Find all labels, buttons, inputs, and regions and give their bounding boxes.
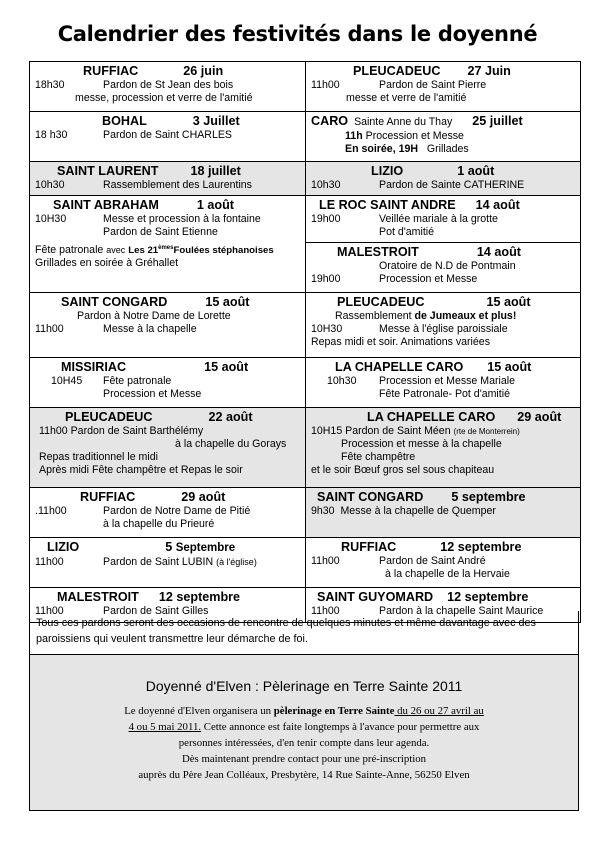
event-desc: Rassemblement <box>335 310 412 322</box>
event-date: 3 Juillet <box>192 114 240 128</box>
pilgrimage-text: personnes intéressées, d'en tenir compte dans leur agenda. <box>178 737 430 749</box>
event-desc: Pardon de St Jean des bois <box>103 79 234 91</box>
sub-event <box>306 242 580 286</box>
pilgrimage-text-part: Cette annonce est faite longtemps à l'avance pour permettre aux <box>201 721 480 733</box>
event-date: 5 <box>165 540 173 554</box>
event-date: 12 septembre <box>158 590 241 604</box>
event-cell <box>30 293 305 357</box>
event-date: 15 août <box>205 295 250 309</box>
event-place-note: Sainte Anne du Thay <box>354 116 453 128</box>
pilgrimage-box <box>29 655 579 811</box>
event-date: 5 septembre <box>451 490 526 504</box>
event-desc: Pardon de Notre Dame de Pitié <box>103 505 251 517</box>
event-date: 29 août <box>517 410 562 424</box>
event-place: SAINT CONGARD <box>317 490 424 504</box>
event-place: RUFFIAC <box>80 490 136 504</box>
event-desc: Pardon à Notre Dame de Lorette <box>77 310 231 322</box>
pilgrimage-text <box>30 719 578 735</box>
event-cell <box>30 358 305 407</box>
event-desc: messe et verre de l'amitié <box>346 92 467 104</box>
event-place: LA CHAPELLE CARO <box>335 360 464 374</box>
event-extra: Les 21 <box>128 245 159 256</box>
event-place: LE ROC SAINT ANDRE <box>319 198 456 212</box>
event-time: 10H30 <box>35 213 67 225</box>
event-cell <box>305 488 580 537</box>
event-date: 15 août <box>486 295 531 309</box>
event-cell <box>305 293 580 357</box>
festivities-table <box>29 61 581 623</box>
event-time: 10h30 <box>35 179 65 191</box>
event-desc: Oratoire de N.D de Pontmain <box>379 260 516 272</box>
event-time: 11h00 <box>35 323 64 335</box>
event-desc: Pardon de Saint LUBIN <box>103 556 214 568</box>
event-desc: Pardon de Sainte CATHERINE <box>379 179 525 191</box>
event-desc-note: (à l'église) <box>216 557 257 567</box>
event-time: 11h00 <box>35 556 64 568</box>
event-date: Septembre <box>175 542 236 554</box>
event-desc: Pardon de Saint Etienne <box>103 226 218 238</box>
event-time: 19h00 <box>311 213 341 225</box>
event-place: PLEUCADEUC <box>337 295 425 309</box>
pilgrimage-contact: auprès du Père Jean Colléaux, Presbytère, 14 Rue Sainte-Anne, 56250 Elven <box>138 769 470 781</box>
table-row <box>30 487 580 537</box>
event-desc: Pardon à la chapelle Saint Maurice <box>379 605 544 617</box>
event-desc: Pardon de Saint Gilles <box>103 605 209 617</box>
event-cell <box>30 538 305 587</box>
event-date: 15 août <box>487 360 532 374</box>
event-cell <box>30 162 305 195</box>
event-desc: 10H15 Pardon de Saint Méen <box>311 425 451 437</box>
event-extra: èmes <box>158 245 174 251</box>
table-row <box>30 292 580 357</box>
event-desc: Procession et Messe <box>365 130 464 142</box>
event-time: 11h00 <box>311 605 340 617</box>
event-place: PLEUCADEUC <box>65 410 153 424</box>
event-place: LA CHAPELLE CARO <box>367 410 496 424</box>
event-time: 10H30 <box>311 323 343 335</box>
event-cell <box>305 358 580 407</box>
event-desc: à la chapelle du Prieuré <box>103 518 215 530</box>
event-place: SAINT ABRAHAM <box>53 198 159 212</box>
event-desc: Pardon de Saint CHARLES <box>103 129 232 141</box>
event-place: MALESTROIT <box>337 245 419 259</box>
event-desc: à la chapelle de la Hervaie <box>385 568 510 580</box>
event-desc: et le soir Bœuf gros sel sous chapiteau <box>311 464 495 476</box>
event-desc: Procession et Messe <box>103 388 202 400</box>
event-desc: Fête champêtre <box>341 451 416 463</box>
event-time: 11h <box>345 130 363 142</box>
event-cell <box>305 408 580 487</box>
event-cell <box>30 196 305 292</box>
event-desc: Grillades <box>426 143 469 155</box>
event-time: .11h00 <box>35 505 67 517</box>
event-place: RUFFIAC <box>341 540 397 554</box>
pilgrimage-text <box>30 703 578 719</box>
event-date: 27 Juin <box>467 64 511 78</box>
event-date: 22 août <box>208 410 253 424</box>
event-extra: Foulées stéphanoises <box>173 245 274 256</box>
event-time: 10H45 <box>51 375 83 387</box>
event-cell <box>30 62 305 111</box>
event-desc: de Jumeaux et plus! <box>414 310 517 322</box>
event-place: PLEUCADEUC <box>353 64 441 78</box>
event-time: 10h30 <box>311 179 341 191</box>
event-desc: à la chapelle du Gorays <box>175 438 287 450</box>
event-desc: Pardon de Saint André <box>379 555 486 567</box>
event-place: LIZIO <box>371 164 404 178</box>
event-desc: 11h00 Pardon de Saint Barthélémy <box>39 425 204 437</box>
table-row <box>30 407 580 487</box>
event-date: 1 août <box>457 164 495 178</box>
table-row <box>30 111 580 161</box>
event-place: MALESTROIT <box>57 590 139 604</box>
event-cell <box>305 112 580 161</box>
event-time: 18h30 <box>35 79 65 91</box>
event-time: 10h30 <box>327 375 357 387</box>
event-desc-note: (rte de Monterrein) <box>453 427 520 436</box>
pilgrimage-dates: 4 ou 5 mai 2011. <box>128 721 202 733</box>
footer-note: Tous ces pardons seront des occasions de rencontre de quelques minutes et même davantage avec des paroissiens qui veulent transmettre leur démarche de foi. <box>29 611 579 655</box>
pilgrimage-heading: Doyenné d'Elven : Pèlerinage en Terre Sainte 2011 <box>145 678 463 694</box>
event-desc: Pot d'amitié <box>379 226 435 238</box>
event-date: 15 août <box>204 360 249 374</box>
event-desc: Messe et procession à la fontaine <box>103 213 261 225</box>
event-cell <box>30 408 305 487</box>
event-desc: Procession et messe à la chapelle <box>341 438 502 450</box>
event-extra: Fête patronale <box>35 244 104 256</box>
event-place: SAINT CONGARD <box>61 295 168 309</box>
event-desc: Messe à la chapelle <box>103 323 197 335</box>
event-date: 1 août <box>196 198 234 212</box>
event-time: 11h00 <box>311 555 340 567</box>
event-time: En soirée, 19H <box>345 143 419 155</box>
event-place: SAINT LAURENT <box>57 164 159 178</box>
event-date: 25 juillet <box>472 114 523 128</box>
event-time: 19h00 <box>311 273 341 285</box>
page-title: Calendrier des festivités dans le doyenné <box>57 22 538 46</box>
event-cell <box>30 112 305 161</box>
event-cell <box>30 488 305 537</box>
pilgrimage-text-part: Le doyenné d'Elven organisera un <box>124 705 274 717</box>
pilgrimage-text-part: pèlerinage en Terre Sainte <box>273 705 395 717</box>
event-date: 14 août <box>476 245 521 259</box>
event-desc: Fête patronale <box>103 375 172 387</box>
event-desc: messe, procession et verre de l'amitié <box>75 92 253 104</box>
event-cell <box>305 538 580 587</box>
table-row <box>30 357 580 407</box>
event-date: 29 août <box>181 490 226 504</box>
event-desc: Rassemblement des Laurentins <box>103 179 252 191</box>
event-desc: Repas traditionnel le midi <box>39 451 158 463</box>
event-desc: Repas midi et soir. Animations variées <box>311 336 490 348</box>
event-desc: Fête Patronale- Pot d'amitié <box>379 388 510 400</box>
table-row <box>30 161 580 195</box>
event-cell <box>305 196 580 292</box>
event-time: 11h00 <box>311 79 340 91</box>
event-time: 11h00 <box>35 605 64 617</box>
event-place: LIZIO <box>47 540 80 554</box>
event-cell <box>305 62 580 111</box>
event-cell <box>305 162 580 195</box>
event-place: MISSIRIAC <box>61 360 127 374</box>
event-date: 26 juin <box>183 64 224 78</box>
event-desc: Messe à la chapelle de Quemper <box>340 505 496 517</box>
event-time: 18 h30 <box>35 129 68 141</box>
event-desc: Procession et Messe <box>379 273 478 285</box>
event-desc: Après midi Fête champêtre et Repas le soir <box>39 464 243 476</box>
event-date: 14 août <box>475 198 520 212</box>
event-place: BOHAL <box>102 114 147 128</box>
event-date: 18 juillet <box>190 164 241 178</box>
event-place: SAINT GUYOMARD <box>317 590 434 604</box>
table-row <box>30 537 580 587</box>
table-row <box>30 62 580 111</box>
event-extra: Grillades en soirée à Gréhallet <box>35 257 179 269</box>
event-place: CARO <box>311 114 349 128</box>
event-desc: Veillée mariale à la grotte <box>379 213 498 225</box>
pilgrimage-dates: du 26 ou 27 avril au <box>394 705 484 717</box>
event-date: 12 septembre <box>440 540 522 554</box>
event-place: RUFFIAC <box>83 64 139 78</box>
pilgrimage-text: Dès maintenant prendre contact pour une pré-inscription <box>181 753 427 765</box>
event-time: 9h30 <box>311 505 335 517</box>
table-row <box>30 195 580 292</box>
event-desc: Procession et Messe Mariale <box>379 375 516 387</box>
event-extra: avec <box>106 245 126 255</box>
event-date: 12 septembre <box>447 590 529 604</box>
event-desc: Messe à l'église paroissiale <box>379 323 508 335</box>
event-desc: Pardon de Saint Pierre <box>379 79 487 91</box>
